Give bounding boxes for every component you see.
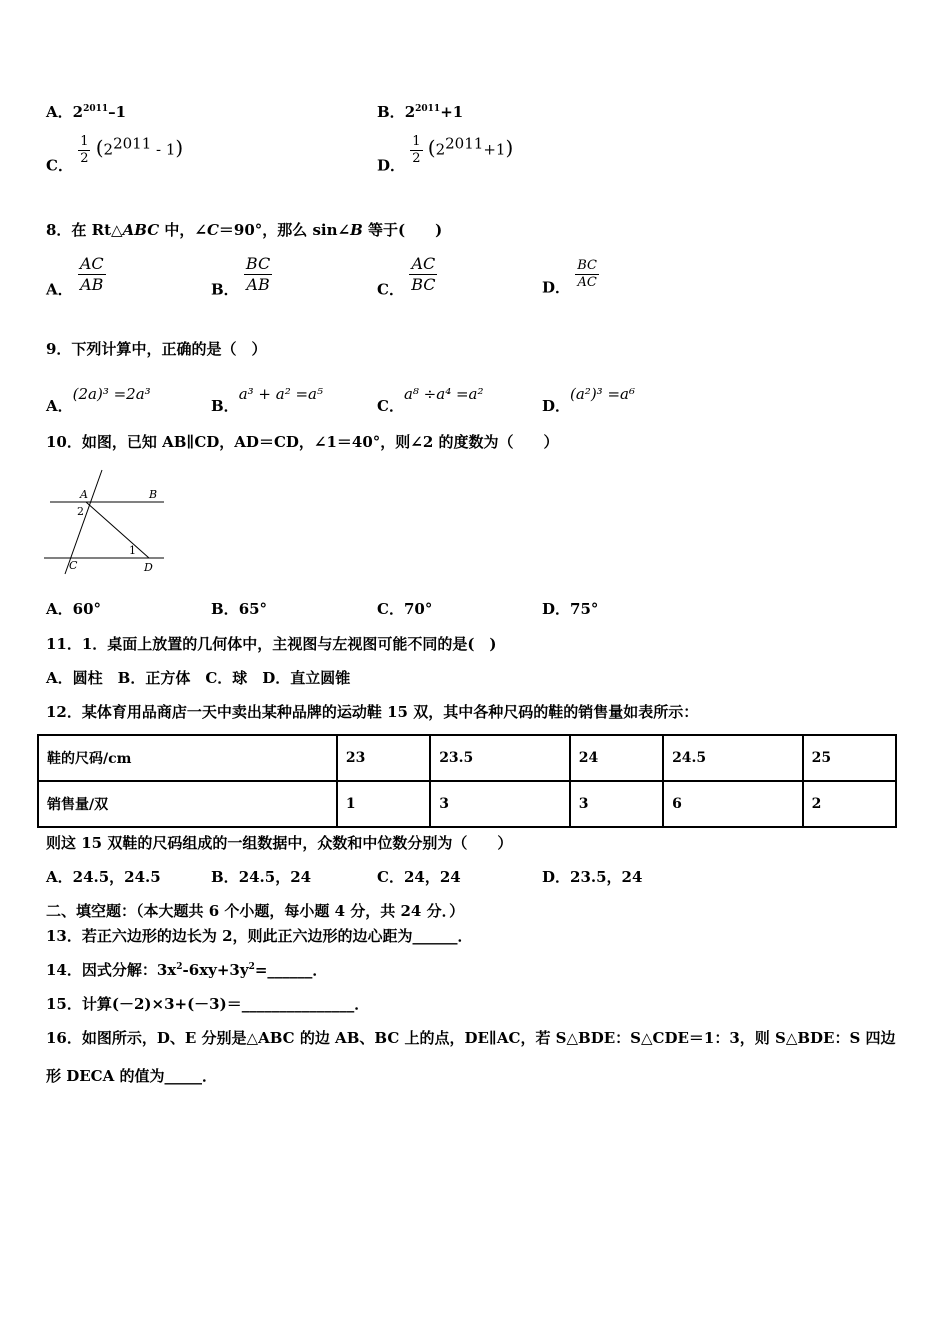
q7-option-c: C． $\frac{1}{2}$ $(2^{2011} - 1)$ xyxy=(46,134,184,175)
q8-option-d: D． $\frac{BC}{AC}$ xyxy=(542,258,597,297)
q16-line1: 16．如图所示，D、E 分别是△ABC 的边 AB、BC 上的点，DE∥AC，若 S△BDE：S△CDE＝1：3，则 S△BDE：S 四边 xyxy=(46,1029,896,1047)
table-cell: 24 xyxy=(570,735,663,781)
label-D: D xyxy=(144,561,153,574)
table-cell: 2 xyxy=(803,781,896,827)
q12-follow: 则这 15 双鞋的尺码组成的一组数据中，众数和中位数分别为（ ） xyxy=(46,834,513,852)
table-row xyxy=(38,735,896,781)
q12-stem: 12．某体育用品商店一天中卖出某种品牌的运动鞋 15 双，其中各种尺码的鞋的销售量如表所示： xyxy=(46,703,699,721)
q10-stem: 10．如图，已知 AB∥CD，AD＝CD，∠1＝40°，则∠2 的度数为（ ） xyxy=(46,433,559,451)
q13: 13．若正六边形的边长为 2，则此正六边形的边心距为______． xyxy=(46,927,473,945)
q12-option-b: B．24.5，24 xyxy=(211,868,312,886)
q12-option-c: C．24，24 xyxy=(377,868,461,886)
shoe-sales-table xyxy=(37,734,897,828)
q9-option-a: A．(2a)³ =2a³ xyxy=(46,385,151,415)
q12-option-a: A．24.5，24.5 xyxy=(46,868,161,886)
q7-option-b: B．$2^{2011}+1$ xyxy=(377,103,464,121)
table-cell: 销售量/双 xyxy=(38,781,337,827)
q16-line2: 形 DECA 的值为_____． xyxy=(46,1067,217,1085)
q9-stem: 9．下列计算中，正确的是（ ） xyxy=(46,340,267,358)
label-1: 1 xyxy=(129,544,136,557)
q11-options: A．圆柱 B．正方体 C．球 D．直立圆锥 xyxy=(46,669,351,687)
table-cell: 鞋的尺码/cm xyxy=(38,735,337,781)
table-cell: 1 xyxy=(337,781,430,827)
table-cell: 3 xyxy=(430,781,570,827)
table-cell: 3 xyxy=(570,781,663,827)
q8-d-fraction: $\frac{BC}{AC}$ xyxy=(577,258,597,290)
q8-option-b: B． $\frac{BC}{AB}$ xyxy=(211,254,271,299)
q9-option-b: B．a³ + a² =a⁵ xyxy=(211,385,323,415)
q10-figure xyxy=(40,466,170,578)
q8-option-a: A． $\frac{AC}{AB}$ xyxy=(46,254,104,299)
table-cell: 23 xyxy=(337,735,430,781)
q8-option-c: C． $\frac{AC}{BC}$ xyxy=(377,254,436,299)
table-cell: 23.5 xyxy=(430,735,570,781)
q9-option-c: C．a⁸ ÷a⁴ =a² xyxy=(377,385,484,415)
table-cell: 25 xyxy=(803,735,896,781)
table-row xyxy=(38,781,896,827)
q15: 15．计算(－2)×3+(－3)＝_______________． xyxy=(46,995,370,1013)
label-B: B xyxy=(149,488,158,501)
q7-d-fraction: $\frac{1}{2}$ xyxy=(412,134,421,166)
q8-b-fraction: $\frac{BC}{AB}$ xyxy=(245,254,271,294)
label-A: A xyxy=(80,488,88,501)
q7-c-fraction: $\frac{1}{2}$ xyxy=(80,134,89,166)
q10-option-a: A．60° xyxy=(46,600,102,618)
label-2: 2 xyxy=(77,505,84,518)
q8-stem: 8．在 Rt△ABC 中，∠C＝90°，那么 sin∠B 等于( ) xyxy=(46,221,443,239)
q8-c-fraction: $\frac{AC}{BC}$ xyxy=(411,254,436,294)
section-heading: 二、填空题：（本大题共 6 个小题，每小题 4 分，共 24 分．） xyxy=(46,902,465,920)
q7-option-a: A．$2^{2011}-1$ xyxy=(46,103,127,121)
q10-option-d: D．75° xyxy=(542,600,599,618)
q14: 14．因式分解：$3x^2-6xy+3y^2=\_\_\_\_\_\_$． xyxy=(46,961,328,979)
q10-option-b: B．65° xyxy=(211,600,268,618)
q11-stem: 11．1．桌面上放置的几何体中，主视图与左视图可能不同的是( ) xyxy=(46,635,497,653)
q10-option-c: C．70° xyxy=(377,600,433,618)
label-C: C xyxy=(69,559,78,572)
q7-option-d: D． $\frac{1}{2}$ $(2^{2011}+1)$ xyxy=(377,134,514,175)
q12-option-d: D．23.5，24 xyxy=(542,868,643,886)
q9-option-d: D．(a²)³ =a⁶ xyxy=(542,385,635,415)
q8-a-fraction: $\frac{AC}{AB}$ xyxy=(79,254,104,294)
table-cell: 6 xyxy=(663,781,803,827)
table-cell: 24.5 xyxy=(663,735,803,781)
segment-ad xyxy=(86,502,149,558)
